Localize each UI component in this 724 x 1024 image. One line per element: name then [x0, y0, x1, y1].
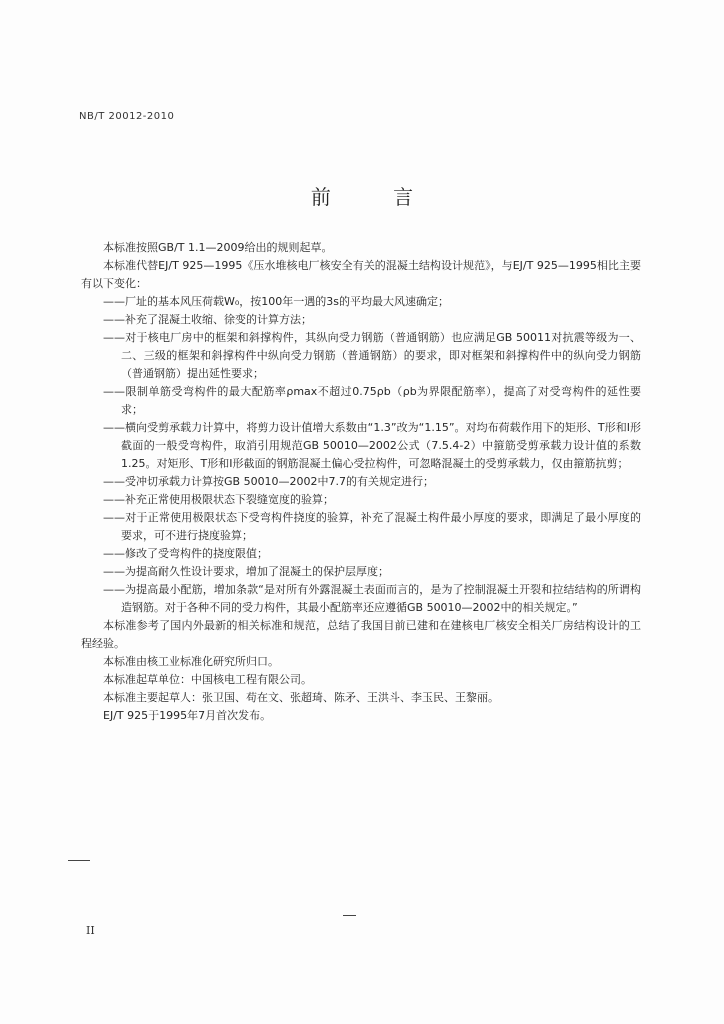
list-item: ——修改了受弯构件的挠度限值；: [103, 547, 268, 560]
list-item: ——受冲切承载力计算按GB 50010—2002中7.7的有关规定进行；: [103, 475, 435, 488]
list-item: ——为提高最小配筋，增加条款“是对所有外露混凝土表面而言的，是为了控制混凝土开裂和拉结结构的所谓构造钢筋。对于各种不同的受力构件，其最小配筋率还应遵循GB 50010—2002中的相关规定。”: [103, 583, 641, 614]
intro-paragraph: 本标准代替EJ/T 925—1995《压水堆核电厂核安全有关的混凝土结构设计规范》，与EJ/T 925—1995相比主要有以下变化：: [81, 259, 641, 290]
closing-paragraph: EJ/T 925于1995年7月首次发布。: [103, 709, 272, 722]
closing-paragraph: 本标准由核工业标准化研究所归口。: [103, 655, 279, 668]
list-item: ——对于正常使用极限状态下受弯构件挠度的验算，补充了混凝土构件最小厚度的要求，即满足了最小厚度的要求，可不进行挠度验算；: [103, 511, 641, 542]
intro-paragraph: 本标准按照GB/T 1.1—2009给出的规则起草。: [103, 241, 333, 254]
list-item: ——补充正常使用极限状态下裂缝宽度的验算；: [103, 493, 334, 506]
page-number: II: [86, 924, 95, 937]
list-item: ——限制单筋受弯构件的最大配筋率ρmax不超过0.75ρb（ρb为界限配筋率），提高了对受弯构件的延性要求；: [103, 385, 641, 416]
closing-paragraph: 本标准主要起草人：张卫国、苟在文、张超琦、陈矛、王洪斗、李玉民、王黎丽。: [103, 691, 499, 704]
list-item: ——补充了混凝土收缩、徐变的计算方法；: [103, 313, 312, 326]
standard-code: NB/T 20012-2010: [79, 111, 175, 122]
list-item: ——厂址的基本风压荷载W₀，按100年一遇的3s的平均最大风速确定；: [103, 295, 450, 308]
page-title: 前 言: [310, 185, 442, 209]
list-item: ——横向受剪承载力计算中，将剪力设计值增大系数由“1.3”改为“1.15”。对均布荷载作用下的矩形、T形和I形截面的一般受弯构件，取消引用规范GB 50010—2002公式（7.5.4-2）中箍筋受剪承载力设计值的系数1.25。对矩形、T形和I形截面的钢筋混凝土偏心受拉构件，可忽略混凝土的受剪承载力，仅由箍筋抗剪；: [103, 421, 641, 470]
footnote-divider: [68, 860, 90, 861]
list-item: ——对于核电厂房中的框架和斜撑构件，其纵向受力钢筋（普通钢筋）也应满足GB 50011对抗震等级为一、二、三级的框架和斜撑构件中纵向受力钢筋（普通钢筋）的要求，即对框架和斜撑构件中的纵向受力钢筋（普通钢筋）提出延性要求；: [103, 331, 641, 380]
list-item: ——为提高耐久性设计要求，增加了混凝土的保护层厚度；: [103, 565, 389, 578]
closing-paragraph: 本标准参考了国内外最新的相关标准和规范，总结了我国目前已建和在建核电厂核安全相关厂房结构设计的工程经验。: [81, 619, 641, 650]
bottom-dash: [343, 915, 356, 916]
foreword-body: [81, 239, 641, 725]
changes-list: [81, 293, 641, 617]
closing-paragraph: 本标准起草单位：中国核电工程有限公司。: [103, 673, 312, 686]
